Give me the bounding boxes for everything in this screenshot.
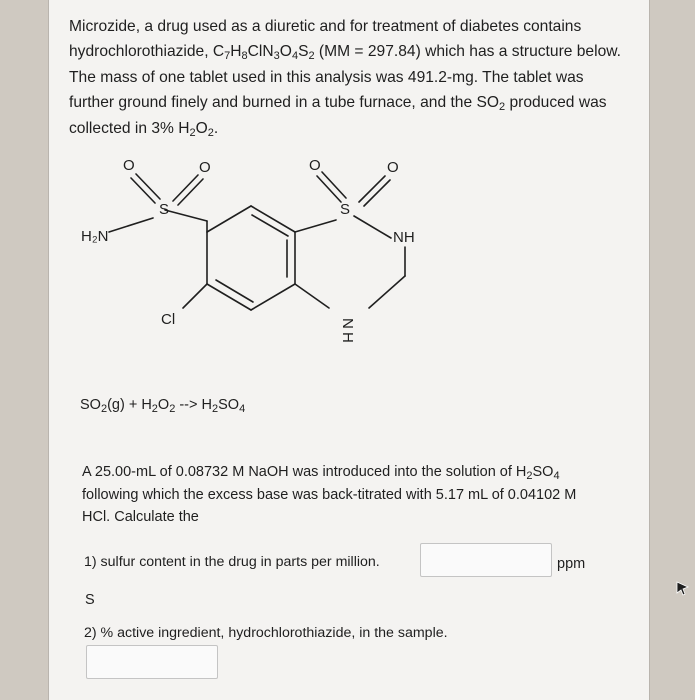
reaction-equation: $SO_2(g) + H_2O_2$ --> $H_2SO_4$ <box>80 397 246 415</box>
titration-paragraph: A 25.00-mL of 0.08732 M NaOH was introduced into the solution of $H_2SO_4$ following which the excess base was back-titrated with 5.17 mL of 0.04102 M HCl. Calculate the <box>82 464 577 525</box>
sulfur-label: S <box>340 201 351 218</box>
mouse-cursor-icon <box>676 580 690 596</box>
question-2-label: 2) % active ingredient, hydrochlorothiazide, in the sample. <box>84 625 448 641</box>
s-label: S <box>85 592 95 608</box>
oxygen-label: O <box>387 159 399 176</box>
intro-paragraph: Microzide, a drug used as a diuretic and for treatment of diabetes contains hydrochlorothiazide, $C_7H_8ClN_3O_4S_2$ (MM = 297.84) which has a structure below. The mass of one tablet used in this analysis was 491.2-mg. The tablet was further ground finely and burned in a tube furnace, and the $SO_2$ produced was collected in 3% $H_2O_2$. <box>69 18 621 139</box>
unit-label: ppm <box>557 556 586 572</box>
chlorine-label: Cl <box>161 311 176 328</box>
oxygen-label: O <box>123 157 135 174</box>
sulfur-label: S <box>159 201 170 218</box>
oxygen-label: O <box>199 159 211 176</box>
nh-bottom-h-label: H <box>339 332 356 343</box>
nh-bottom-n-label: N <box>339 318 356 329</box>
nh-label: NH <box>393 229 415 246</box>
oxygen-label: O <box>309 157 321 174</box>
amine-label: H₂N <box>81 228 109 245</box>
question-2-answer-input[interactable] <box>86 645 218 679</box>
question-1-label: 1) sulfur content in the drug in parts per million. <box>84 554 380 570</box>
hydrochlorothiazide-structure <box>69 148 429 348</box>
question-1-answer-input[interactable] <box>420 543 552 577</box>
question-card <box>48 0 650 700</box>
